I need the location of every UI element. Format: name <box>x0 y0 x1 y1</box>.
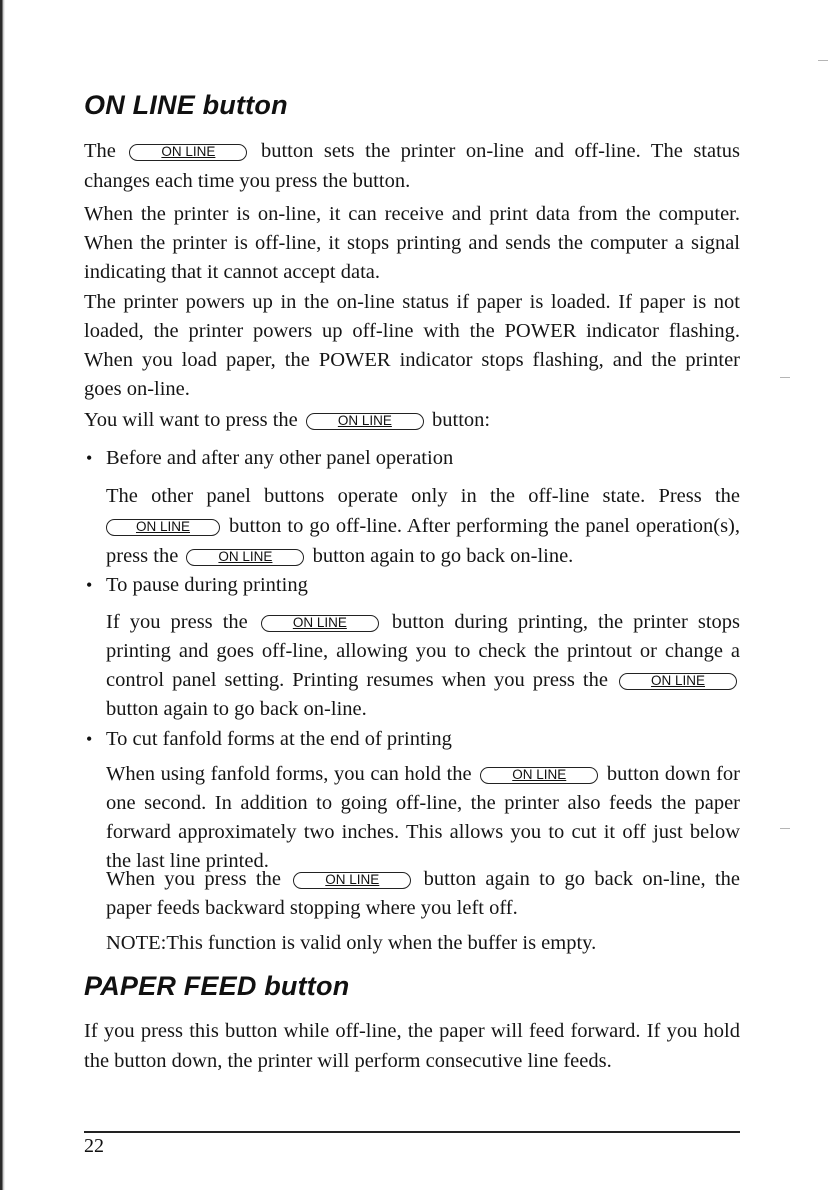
bullet-body-2 <box>106 608 740 724</box>
text-run: The other panel buttons operate only in the off-line state. Press the <box>106 485 740 507</box>
online-button-glyph: ON LINE <box>619 673 737 690</box>
bullet-marker: • <box>86 729 93 749</box>
section-heading-online: ON LINE button <box>84 90 288 120</box>
online-button-glyph: ON LINE <box>129 144 247 161</box>
bullet-title-1: Before and after any other panel operation <box>106 447 454 469</box>
online-button-glyph: ON LINE <box>293 872 411 889</box>
online-button-glyph: ON LINE <box>106 519 220 536</box>
text-run: button: <box>432 409 491 431</box>
section-heading-paperfeed: PAPER FEED button <box>84 971 350 1001</box>
text-run: button again to go back on-line. <box>312 545 574 567</box>
paragraph-online-intro <box>84 136 740 196</box>
page-number: 22 <box>84 1135 104 1157</box>
paragraph-press-intro <box>84 405 740 435</box>
text-run: button during printing, the printer stops printing and goes off-line, allowing you to check the printout or change a control panel setting. Printing resumes when you press the <box>106 611 740 691</box>
footer-rule <box>84 1131 740 1133</box>
bullet-marker: • <box>86 448 93 468</box>
bullet-body-1 <box>106 481 740 571</box>
text-run: button again to go back on-line. <box>106 698 367 720</box>
bullet-marker: • <box>86 575 93 595</box>
paragraph-powerup: The printer powers up in the on-line status if paper is loaded. If paper is not loaded, the printer powers up off-line with the POWER indicator flashing. When you load paper, the POWER indicator stops flashing, and the printer goes on-line. <box>84 291 740 400</box>
paragraph-paperfeed: If you press this button while off-line, the paper will feed forward. If you hold the button down, the printer will perform consecutive line feeds. <box>84 1020 740 1072</box>
text-run: When you press the <box>106 868 281 890</box>
text-run: button down for one second. In addition to going off-line, the printer also feeds the paper forward approximately two inches. This allows you to cut it off just below the last line printed. <box>106 763 741 872</box>
text-run: The <box>84 140 116 162</box>
bullet-body-3b <box>106 865 740 923</box>
text-run: If you press the <box>106 611 248 633</box>
note: NOTE:This function is valid only when the buffer is empty. <box>106 932 597 954</box>
bullet-title-2: To pause during printing <box>106 574 308 596</box>
bullet-title-3: To cut fanfold forms at the end of printing <box>106 728 452 750</box>
text-run: When using fanfold forms, you can hold the <box>106 763 472 785</box>
bullet-body-3 <box>106 760 740 876</box>
text-run: button again to go back on-line, the paper feeds backward stopping where you left off. <box>106 868 740 919</box>
online-button-glyph: ON LINE <box>306 413 424 430</box>
online-button-glyph: ON LINE <box>261 615 379 632</box>
text-run: button sets the printer on-line and off-line. The status changes each time you press the button. <box>84 140 741 192</box>
online-button-glyph: ON LINE <box>186 549 304 566</box>
paragraph-online-status: When the printer is on-line, it can receive and print data from the computer. When the printer is off-line, it stops printing and sends the computer a signal indicating that it cannot accept data. <box>84 203 740 283</box>
text-run: You will want to press the <box>84 409 298 431</box>
text-run: button to go off-line. After performing the panel operation(s), press the <box>106 515 740 567</box>
online-button-glyph: ON LINE <box>480 767 598 784</box>
